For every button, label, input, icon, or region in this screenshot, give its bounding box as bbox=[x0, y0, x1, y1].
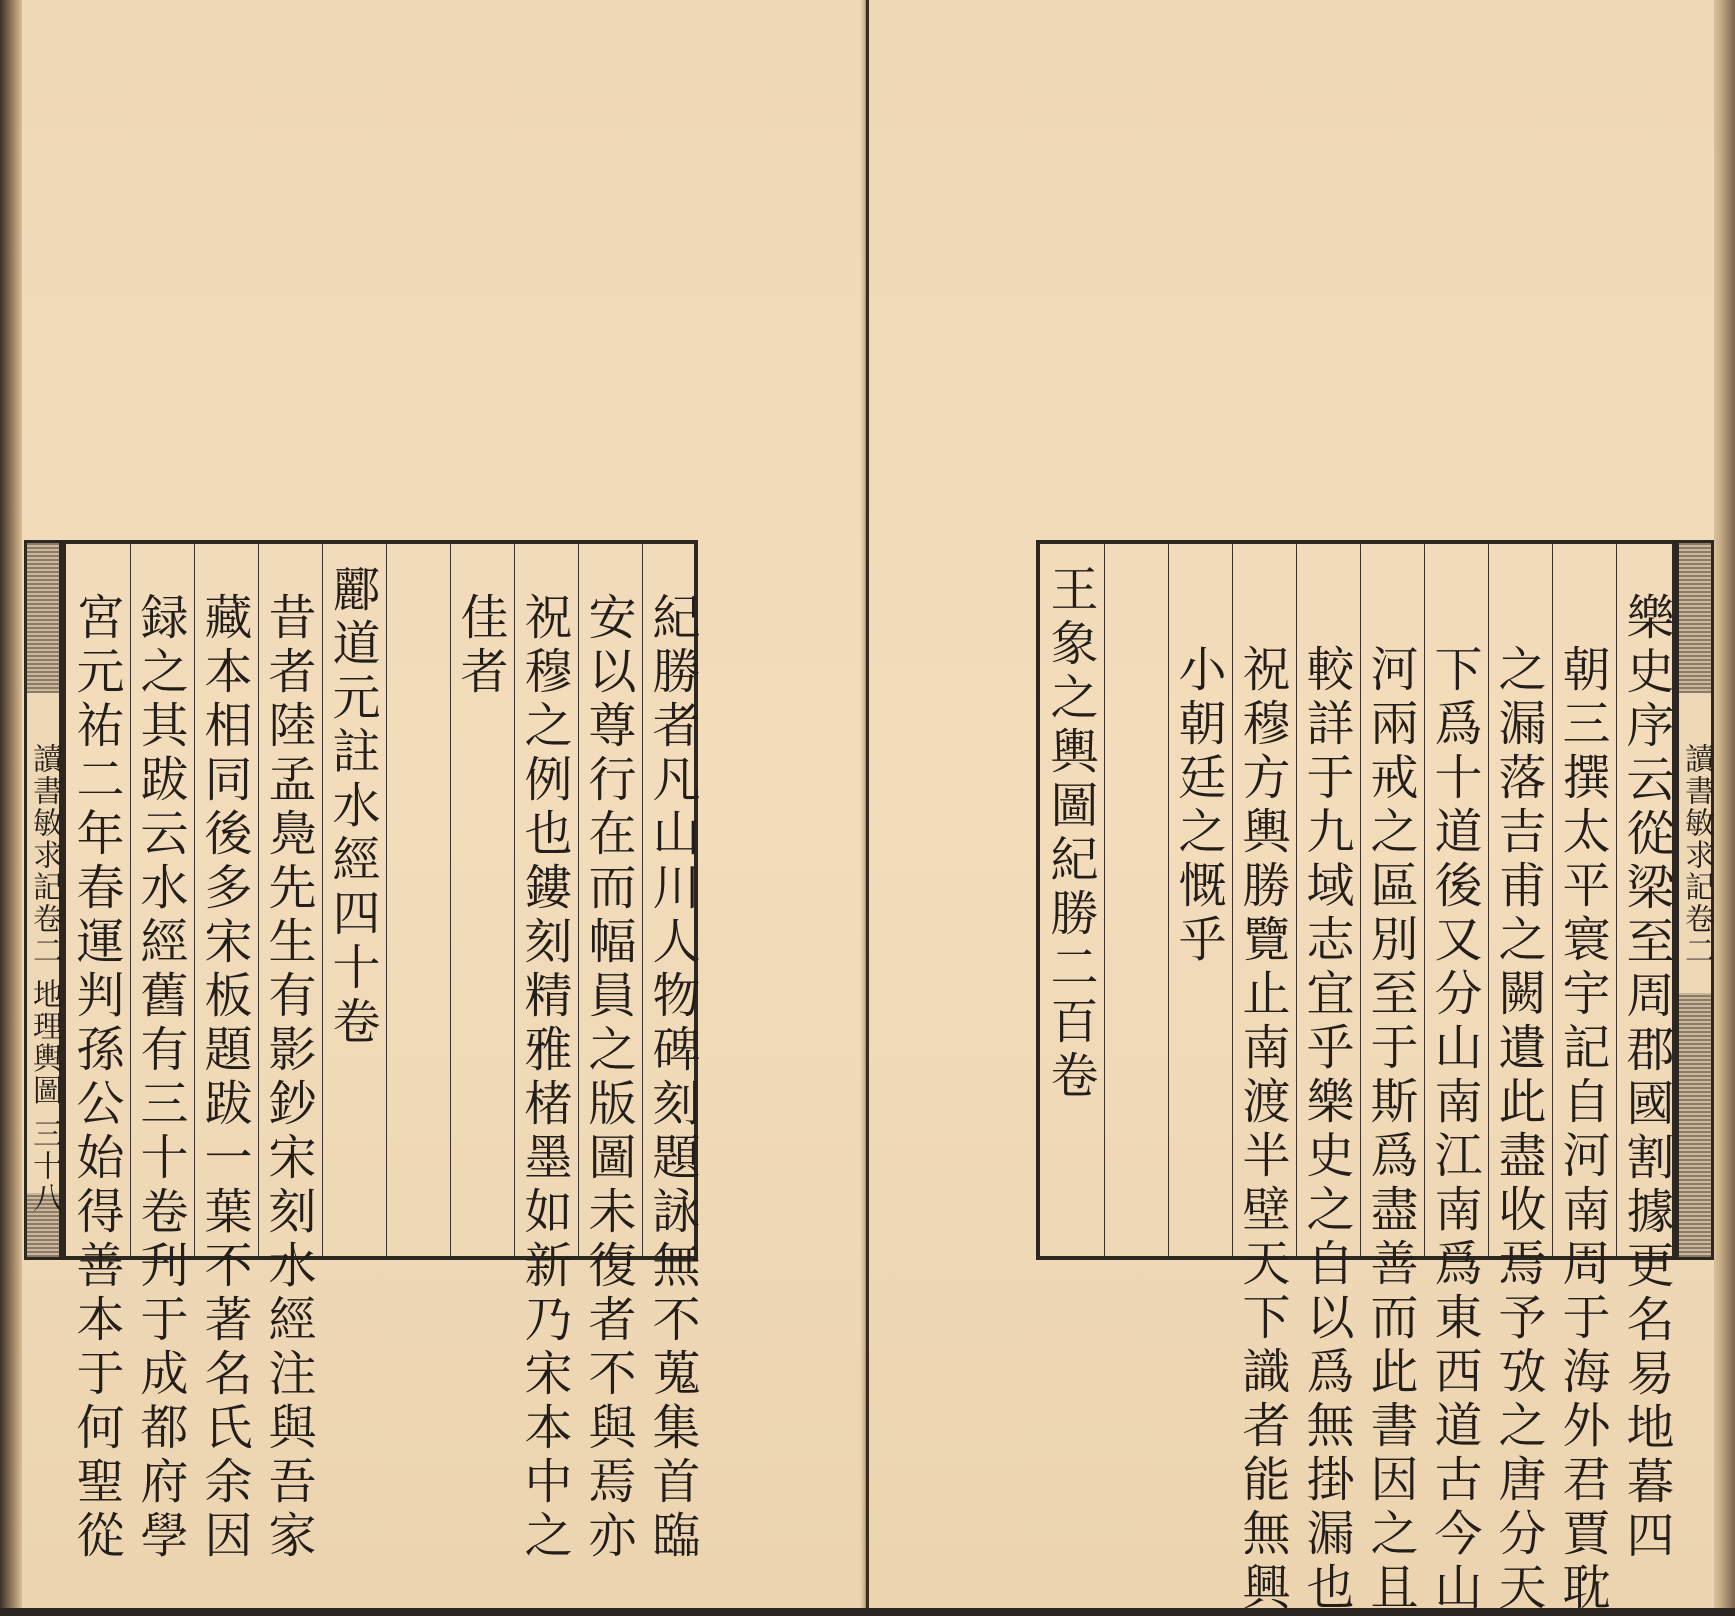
right-column-10-heading: 王象之輿圖紀勝二百卷 bbox=[1042, 564, 1098, 1104]
left-column-3: 祝穆之例也鏤刻精雅楮墨如新乃宋本中之 bbox=[516, 592, 572, 1564]
right-column-7: 祝穆方輿勝覽止南渡半壁天下識者能無興 bbox=[1234, 644, 1290, 1616]
right-column-6: 較詳于九域志宜乎樂史之自以爲無掛漏也 bbox=[1298, 644, 1354, 1616]
left-column-10: 宮元祐二年春運判孫公始得善本于何聖從 bbox=[68, 592, 124, 1564]
left-column-7: 昔者陸孟鳧先生有影鈔宋刻水經注與吾家 bbox=[260, 592, 316, 1564]
left-banxin bbox=[24, 540, 62, 1260]
right-column-4: 下爲十道後又分山南江南爲東西道古今山 bbox=[1426, 644, 1482, 1616]
right-column-1: 樂史序云從梁至周郡國割據更名易地暮四 bbox=[1618, 592, 1674, 1564]
right-column-2: 朝三撰太平寰宇記自河南周于海外君賈耽 bbox=[1554, 644, 1610, 1616]
right-column-5: 河兩戒之區別至于斯爲盡善而此書因之且 bbox=[1362, 644, 1418, 1616]
left-column-9: 録之其跋云水經舊有三十卷刋于成都府學 bbox=[132, 592, 188, 1564]
left-text-frame bbox=[62, 540, 700, 1564]
left-column-6-heading: 酈道元註水經四十卷 bbox=[324, 564, 380, 1050]
left-banxin-text: 讀書敏求記卷二 地理輿圖 三十八 bbox=[27, 743, 62, 1215]
right-column-8: 小朝廷之慨乎 bbox=[1170, 644, 1226, 968]
right-text-frame bbox=[1036, 540, 1676, 1616]
right-banxin-text: 讀書敏求記卷二 bbox=[1679, 743, 1714, 967]
left-column-1: 紀勝者凡山川人物碑刻題詠無不蒐集首臨 bbox=[644, 592, 700, 1564]
right-column-3: 之漏落吉甫之闕遺此盡收焉予攷之唐分天 bbox=[1490, 644, 1546, 1616]
left-column-2: 安以尊行在而幅員之版圖未復者不與焉亦 bbox=[580, 592, 636, 1564]
left-column-8: 藏本相同後多宋板題跋一葉不著名氏余因 bbox=[196, 592, 252, 1564]
book-left-edge bbox=[0, 0, 24, 1608]
left-column-4: 佳者 bbox=[452, 592, 508, 700]
right-banxin bbox=[1676, 540, 1714, 1260]
